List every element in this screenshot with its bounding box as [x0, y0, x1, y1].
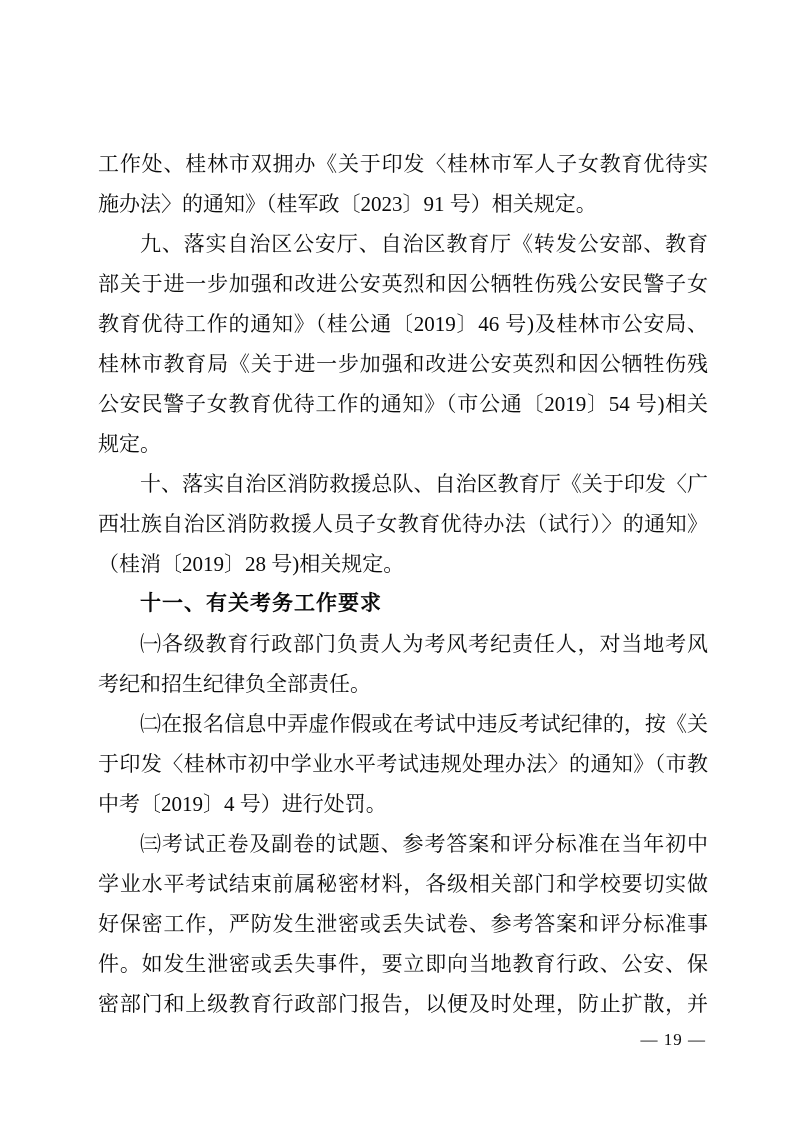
text-line: 部关于进一步加强和改进公安英烈和因公牺牲伤残公安民警子女: [98, 272, 708, 296]
text-line: 工作处、桂林市双拥办《关于印发〈桂林市军人子女教育优待实: [98, 152, 708, 176]
text-line: 密部门和上级教育行政部门报告，以便及时处理，防止扩散，并: [98, 992, 708, 1016]
text-line: 西壮族自治区消防救援人员子女教育优待办法（试行）〉的通知》: [98, 512, 708, 536]
text-line: 于印发〈桂林市初中学业水平考试违规处理办法〉的通知》（市教: [98, 752, 708, 776]
text-line: 十、落实自治区消防救援总队、自治区教育厅《关于印发〈广: [140, 472, 708, 496]
text-line: ㈢考试正卷及副卷的试题、参考答案和评分标准在当年初中: [140, 832, 708, 856]
text-line: 考纪和招生纪律负全部责任。: [98, 672, 371, 696]
text-line: 教育优待工作的通知》（桂公通〔2019〕46 号)及桂林市公安局、: [98, 312, 708, 336]
text-line: 学业水平考试结束前属秘密材料，各级相关部门和学校要切实做: [98, 872, 708, 896]
text-line: 件。如发生泄密或丢失事件，要立即向当地教育行政、公安、保: [98, 952, 708, 976]
text-line: 中考〔2019〕4 号）进行处罚。: [98, 792, 387, 816]
text-line: 桂林市教育局《关于进一步加强和改进公安英烈和因公牺牲伤残: [98, 352, 708, 376]
text-line: ㈠各级教育行政部门负责人为考风考纪责任人，对当地考风: [140, 632, 708, 656]
text-line: ㈡在报名信息中弄虚作假或在考试中违反考试纪律的，按《关: [140, 712, 708, 736]
text-line: 规定。: [98, 432, 161, 456]
text-line: 公安民警子女教育优待工作的通知》（市公通〔2019〕54 号)相关: [98, 392, 708, 416]
page-number: — 19 —: [640, 1030, 706, 1049]
text-line: 九、落实自治区公安厅、自治区教育厅《转发公安部、教育: [140, 232, 708, 256]
text-line: 好保密工作，严防发生泄密或丢失试卷、参考答案和评分标准事: [98, 912, 708, 936]
text-line: 施办法〉的通知》（桂军政〔2023〕91 号）相关规定。: [98, 192, 597, 216]
section-heading: 十一、有关考务工作要求: [140, 592, 382, 615]
document-body: [98, 144, 708, 1024]
text-line: （桂消〔2019〕28 号)相关规定。: [98, 552, 405, 576]
